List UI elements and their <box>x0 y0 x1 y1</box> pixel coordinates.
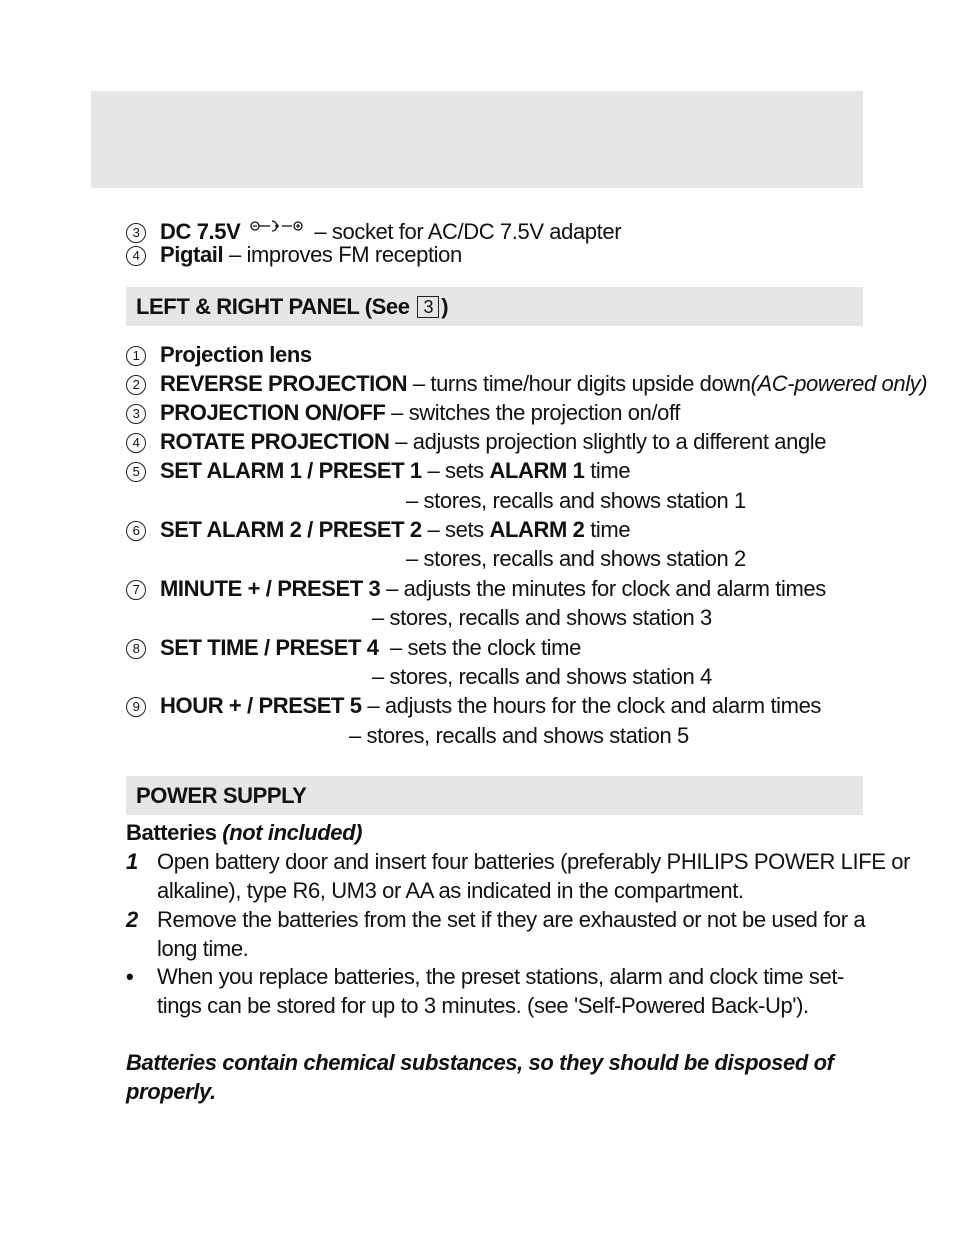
panel-item-set-alarm-2-line2: – stores, recalls and shows station 2 <box>406 546 746 571</box>
panel-item-minute-plus-line2: – stores, recalls and shows station 3 <box>372 605 712 630</box>
panel-item-projection-onoff <box>126 399 680 427</box>
figure-reference: 3 <box>417 296 439 318</box>
step-1-line-2: alkaline), type R6, UM3 or AA as indicated in the compartment. <box>157 878 744 903</box>
heading-suffix: ) <box>441 294 449 319</box>
item-number: 4 <box>126 246 146 266</box>
item-label: HOUR + / PRESET 5 <box>160 693 362 718</box>
item-description-end: time <box>590 517 631 542</box>
item-description: – sets <box>427 458 484 483</box>
item-number: 8 <box>126 639 146 659</box>
item-description: – switches the projection on/off <box>391 400 681 425</box>
item-label: REVERSE PROJECTION <box>160 371 408 396</box>
batteries-subheading <box>126 818 362 847</box>
header-band <box>91 91 863 188</box>
panel-item-set-time-line2: – stores, recalls and shows station 4 <box>372 664 712 689</box>
item-label: MINUTE + / PRESET 3 <box>160 576 381 601</box>
item-description: – adjusts the minutes for clock and alarm times <box>386 576 826 601</box>
step-1-line-1: Open battery door and insert four batteries (preferably PHILIPS POWER LIFE or <box>157 849 910 874</box>
item-label: ROTATE PROJECTION <box>160 429 390 454</box>
item-number: 1 <box>126 346 146 366</box>
panel-item-minute-plus <box>126 575 826 603</box>
item-label: Projection lens <box>160 342 312 367</box>
item-description: – sets the clock time <box>390 635 581 660</box>
item-number: 6 <box>126 521 146 541</box>
battery-disposal-warning: Batteries contain chemical substances, so they should be disposed of properly. <box>126 1050 834 1104</box>
panel-item-set-alarm-2 <box>126 516 630 544</box>
section-heading-power-supply: POWER SUPPLY <box>126 776 863 815</box>
item-number: 4 <box>126 433 146 453</box>
item-description: – adjusts projection slightly to a different angle <box>395 429 827 454</box>
panel-item-set-alarm-1 <box>126 457 630 485</box>
item-description: – turns time/hour digits upside down <box>412 371 751 396</box>
item-number: 5 <box>126 462 146 482</box>
step-marker: 2 <box>126 907 139 932</box>
batteries-note: (not included) <box>222 820 363 845</box>
item-label: SET ALARM 1 / PRESET 1 <box>160 458 422 483</box>
item-description: – adjusts the hours for the clock and alarm times <box>367 693 822 718</box>
bullet-marker: • <box>126 964 134 989</box>
panel-item-hour-plus <box>126 692 821 720</box>
batteries-label: Batteries <box>126 820 217 845</box>
item-label: DC 7.5V <box>160 219 241 244</box>
item-number: 3 <box>126 223 146 243</box>
item-note: (AC-powered only) <box>750 371 928 396</box>
item-number: 2 <box>126 375 146 395</box>
panel-item-set-alarm-1-line2: – stores, recalls and shows station 1 <box>406 488 746 513</box>
panel-item-set-time <box>126 634 581 662</box>
item-label: PROJECTION ON/OFF <box>160 400 386 425</box>
item-label: SET TIME / PRESET 4 <box>160 635 379 660</box>
step-2-line-2: long time. <box>157 936 249 961</box>
item-number: 3 <box>126 404 146 424</box>
panel-item-hour-plus-line2: – stores, recalls and shows station 5 <box>349 723 689 748</box>
panel-item-rotate-projection <box>126 428 826 456</box>
item-number: 7 <box>126 580 146 600</box>
item-label: SET ALARM 2 / PRESET 2 <box>160 517 422 542</box>
step-marker: 1 <box>126 849 139 874</box>
panel-item-reverse-projection <box>126 370 927 398</box>
item-description: – improves FM reception <box>228 242 462 267</box>
heading-text: LEFT & RIGHT PANEL (See <box>136 294 410 319</box>
dc-polarity-icon <box>250 212 304 240</box>
step-2-line-1: Remove the batteries from the set if they are exhausted or not be used for a <box>157 907 866 932</box>
item-number: 9 <box>126 697 146 717</box>
item-label: Pigtail <box>160 242 224 267</box>
item-pigtail <box>126 241 462 269</box>
item-description: – socket for AC/DC 7.5V adapter <box>314 219 622 244</box>
bullet-line-1: When you replace batteries, the preset stations, alarm and clock time set- <box>157 964 844 989</box>
item-description-bold: ALARM 1 <box>489 458 585 483</box>
item-description: – sets <box>427 517 484 542</box>
section-heading-left-right-panel <box>126 287 863 326</box>
bullet-line-2: tings can be stored for up to 3 minutes. (see 'Self-Powered Back-Up'). <box>157 993 809 1018</box>
item-description-bold: ALARM 2 <box>489 517 585 542</box>
item-description-end: time <box>590 458 631 483</box>
panel-item-projection-lens <box>126 341 312 369</box>
